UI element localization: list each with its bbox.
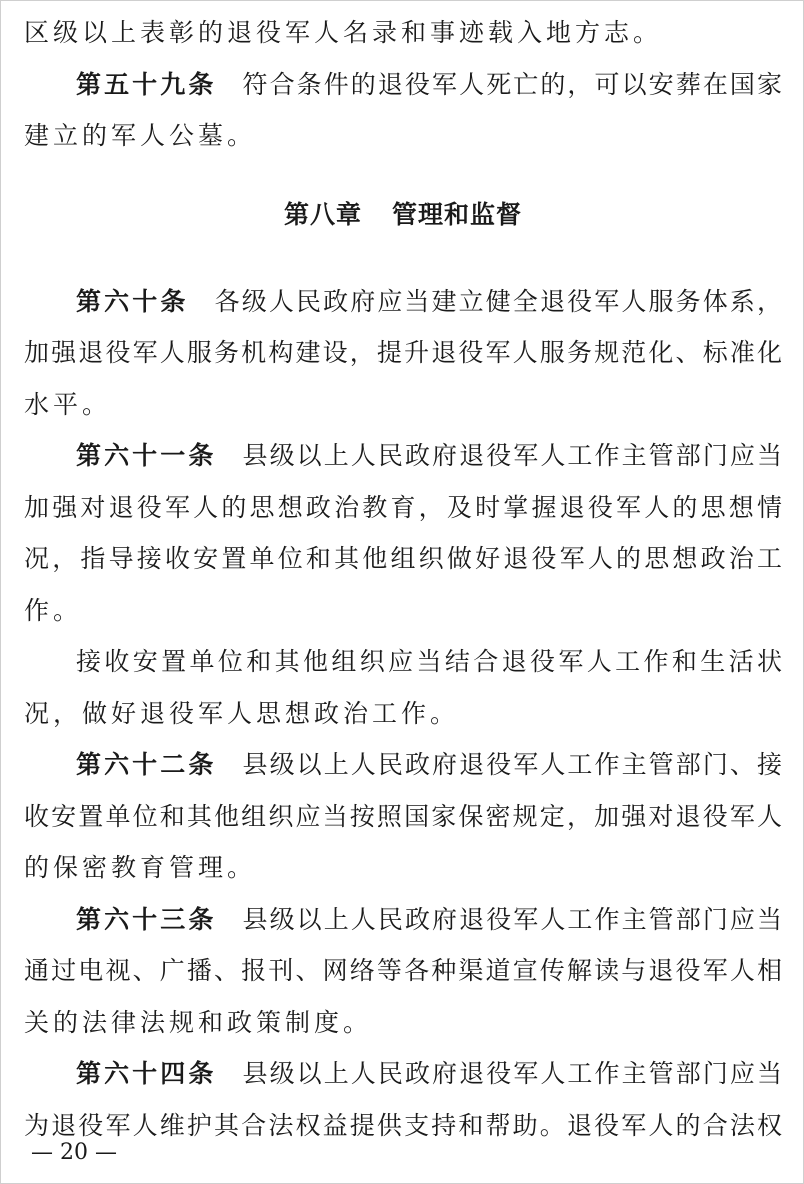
article-heading: 第六十四条 bbox=[76, 1059, 217, 1088]
text-line: 的保密教育管理。 bbox=[24, 853, 257, 882]
article-paragraph bbox=[24, 276, 782, 431]
line-text: 县级以上人民政府退役军人工作主管部门应当 bbox=[240, 441, 782, 470]
text-line bbox=[24, 894, 782, 946]
text-line bbox=[24, 430, 782, 482]
text-line: 为退役军人维护其合法权益提供支持和帮助。退役军人的合法权 bbox=[24, 1110, 782, 1140]
article-paragraph bbox=[24, 430, 782, 636]
article-heading: 第五十九条 bbox=[76, 69, 217, 99]
text-line: 建立的军人公墓。 bbox=[24, 121, 257, 150]
chapter-heading bbox=[24, 183, 782, 247]
article-paragraph bbox=[24, 1048, 782, 1151]
document-body bbox=[24, 7, 782, 1151]
article-heading: 第六十三条 bbox=[76, 904, 217, 934]
text-line: 况，指导接收安置单位和其他组织做好退役军人的思想政治工 bbox=[24, 544, 782, 573]
line-text: 符合条件的退役军人死亡的，可以安葬在国家 bbox=[240, 69, 782, 99]
line-text: 县级以上人民政府退役军人工作主管部门应当 bbox=[240, 1059, 782, 1088]
line-text: 县级以上人民政府退役军人工作主管部门、接 bbox=[240, 750, 782, 779]
text-line: 收安置单位和其他组织应当按照国家保密规定，加强对退役军人 bbox=[24, 801, 782, 831]
chapter-title: 管理和监督 bbox=[392, 199, 523, 229]
article-heading: 第六十二条 bbox=[76, 750, 217, 779]
text-line bbox=[24, 1048, 782, 1100]
article-paragraph bbox=[24, 894, 782, 1049]
text-line bbox=[24, 276, 782, 328]
chapter-number: 第八章 bbox=[283, 199, 362, 229]
text-line bbox=[24, 59, 782, 111]
text-line: 况，做好退役军人思想政治工作。 bbox=[24, 698, 460, 728]
text-line: 水平。 bbox=[24, 389, 112, 419]
text-line: 通过电视、广播、报刊、网络等各种渠道宣传解读与退役军人相 bbox=[24, 956, 782, 985]
text-line: 加强退役军人服务机构建设，提升退役军人服务规范化、标准化 bbox=[24, 338, 782, 367]
text-line: 作。 bbox=[24, 595, 83, 625]
text-line: 关的法律法规和政策制度。 bbox=[24, 1007, 373, 1037]
article-paragraph bbox=[24, 59, 782, 162]
paragraph bbox=[24, 7, 782, 59]
text-line bbox=[24, 739, 782, 791]
text-line: 区级以上表彰的退役军人名录和事迹载入地方志。 bbox=[24, 18, 663, 47]
article-paragraph bbox=[24, 739, 782, 894]
paragraph bbox=[24, 636, 782, 739]
text-line: 接收安置单位和其他组织应当结合退役军人工作和生活状 bbox=[76, 647, 782, 676]
article-heading: 第六十一条 bbox=[76, 441, 217, 470]
article-heading: 第六十条 bbox=[76, 286, 189, 316]
line-text: 县级以上人民政府退役军人工作主管部门应当 bbox=[240, 904, 782, 934]
text-line: 加强对退役军人的思想政治教育，及时掌握退役军人的思想情 bbox=[24, 492, 782, 522]
page-number: — 20 — bbox=[31, 1140, 117, 1165]
line-text: 各级人民政府应当建立健全退役军人服务体系， bbox=[212, 286, 782, 316]
